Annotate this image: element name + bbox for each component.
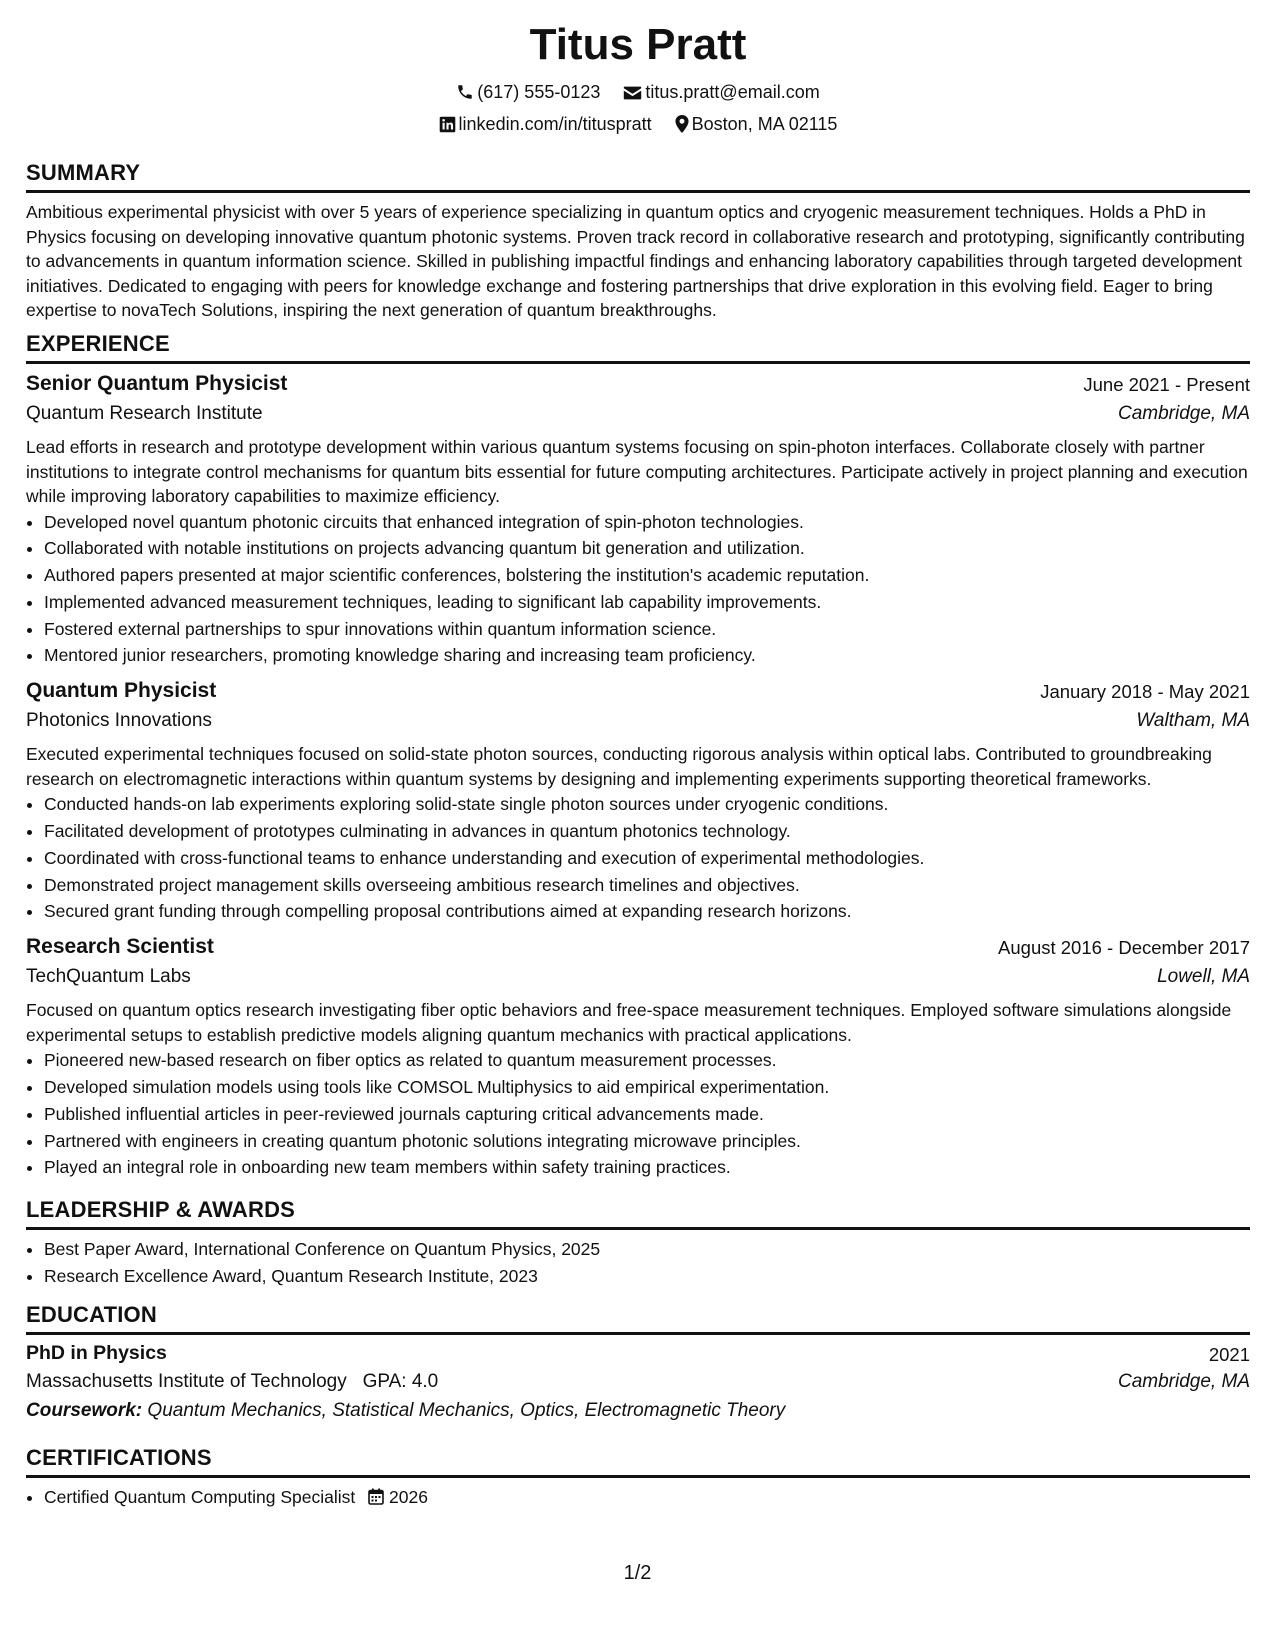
certification-date (368, 1487, 428, 1507)
job-location: Lowell, MA (1157, 966, 1250, 988)
list-item: • Best Paper Award, International Conference on Quantum Physics, 2025 (44, 1236, 1250, 1263)
job-dates: June 2021 - Present (1083, 374, 1250, 395)
summary-section (26, 160, 1250, 323)
contact-row-2 (26, 113, 1250, 135)
page-number: 1/2 (623, 1562, 652, 1584)
linkedin-contact[interactable] (439, 114, 652, 135)
job-subheader (26, 966, 1250, 998)
job-dates: August 2016 - December 2017 (998, 937, 1250, 959)
summary-text: Ambitious experimental physicist with over 5 years of experience specializing in quantum optics and cryogenic measurement techniques. Holds a PhD in Physics focusing on developing innovative quantum photonic systems. Proven track record in collaborative research and prototyping, significantly contributing to advancements in quantum information science. Skilled in publishing impactful findings and enhancing laboratory capabilities through targeted development initiatives. Dedicated to engaging with peers for knowledge exchange and fostering partnerships that drive exploration in this evolving field. Eager to bring expertise to novaTech Solutions, inspiring the next generation of quantum breakthroughs. (26, 202, 1245, 320)
envelope-icon (623, 85, 642, 101)
list-item: • Implemented advanced measurement techniques, leading to significant lab capability improvements. (44, 589, 1250, 616)
job-header (26, 679, 1250, 710)
phone-text: (617) 555-0123 (477, 81, 601, 102)
gpa: GPA: 4.0 (362, 1371, 439, 1392)
awards-list (26, 1236, 1250, 1290)
coursework-line (26, 1400, 1250, 1422)
certification-year: 2026 (389, 1487, 428, 1507)
map-pin-icon (675, 115, 689, 133)
linkedin-text[interactable]: linkedin.com/in/tituspratt (458, 113, 652, 134)
certification-name: Certified Quantum Computing Specialist (44, 1487, 356, 1507)
degree: PhD in Physics (26, 1342, 167, 1364)
job-company: Photonics Innovations (26, 710, 212, 732)
list-item: • Conducted hands-on lab experiments exploring solid-state single photon sources under cryogenic conditions. (44, 791, 1250, 818)
job-title: Senior Quantum Physicist (26, 372, 288, 395)
list-item: • Coordinated with cross-functional teams to enhance understanding and execution of experimental methodologies. (44, 845, 1250, 872)
school-line (26, 1371, 438, 1393)
job-location: Waltham, MA (1136, 710, 1250, 732)
experience-section (26, 331, 1250, 1181)
job-company: TechQuantum Labs (26, 966, 191, 988)
list-item: • Developed novel quantum photonic circuits that enhanced integration of spin-photon technologies. (44, 509, 1250, 536)
education-section (26, 1302, 1250, 1422)
job-entry (26, 372, 1250, 669)
location-contact (675, 114, 838, 135)
linkedin-icon (439, 116, 456, 133)
job-subheader (26, 710, 1250, 742)
email-text[interactable]: titus.pratt@email.com (645, 81, 820, 102)
list-item: • Mentored junior researchers, promoting knowledge sharing and increasing team proficiency. (44, 642, 1250, 669)
job-bullets (26, 791, 1250, 925)
summary-heading: SUMMARY (26, 160, 1250, 193)
list-item: • Demonstrated project management skills overseeing ambitious research timelines and objectives. (44, 872, 1250, 899)
list-item: • Authored papers presented at major scientific conferences, bolstering the institution's academic reputation. (44, 562, 1250, 589)
job-title: Quantum Physicist (26, 679, 217, 703)
list-item: • Partnered with engineers in creating quantum photonic solutions integrating microwave principles. (44, 1128, 1250, 1155)
school-location: Cambridge, MA (1118, 1371, 1250, 1392)
list-item: • Collaborated with notable institutions on projects advancing quantum bit generation and utilization. (44, 535, 1250, 562)
job-bullets (26, 509, 1250, 670)
list-item: • Published influential articles in peer-reviewed journals capturing critical advancements made. (44, 1101, 1250, 1128)
phone-icon (456, 83, 474, 101)
list-item: • Secured grant funding through compelling proposal contributions aimed at expanding research horizons. (44, 898, 1250, 925)
contact-row-1 (26, 81, 1250, 103)
job-description: Executed experimental techniques focused on solid-state photon sources, conducting rigorous analysis within optical labs. Contributed to groundbreaking research on electromagnetic interactions within quantum systems by designing and implementing experiments supporting theoretical frameworks. (26, 744, 1212, 789)
certifications-heading: CERTIFICATIONS (26, 1445, 1250, 1478)
education-heading: EDUCATION (26, 1302, 1250, 1335)
email-contact[interactable] (623, 82, 819, 103)
job-bullets (26, 1047, 1250, 1181)
coursework-text: Quantum Mechanics, Statistical Mechanics, Optics, Electromagnetic Theory (147, 1400, 786, 1421)
education-header (26, 1342, 1250, 1371)
job-header (26, 935, 1250, 966)
list-item: • Played an integral role in onboarding new team members within safety training practices. (44, 1154, 1250, 1181)
location-text: Boston, MA 02115 (691, 113, 838, 134)
job-entry (26, 679, 1250, 925)
candidate-name: Titus Pratt (529, 20, 747, 69)
phone-contact (456, 82, 600, 103)
job-dates: January 2018 - May 2021 (1040, 681, 1250, 703)
experience-heading: EXPERIENCE (26, 331, 1250, 364)
certifications-list (26, 1484, 1250, 1511)
job-header (26, 372, 1250, 403)
calendar-icon (368, 1488, 384, 1505)
education-subheader (26, 1371, 1250, 1400)
job-title: Research Scientist (26, 935, 214, 959)
job-description: Lead efforts in research and prototype development within various quantum systems focusing on spin-photon interfaces. Collaborate closely with partner institutions to integrate control mechanisms for quantum bits essential for future computing architectures. Participate actively in project planning and execution while improving laboratory capabilities to maximize efficiency. (26, 437, 1248, 506)
coursework-label: Coursework: (26, 1400, 143, 1421)
job-entry (26, 935, 1250, 1181)
graduation-year: 2021 (1208, 1344, 1250, 1365)
job-location: Cambridge, MA (1118, 403, 1250, 424)
school-name: Massachusetts Institute of Technology (26, 1371, 347, 1392)
list-item: • Pioneered new-based research on fiber optics as related to quantum measurement processes. (44, 1047, 1250, 1074)
list-item (44, 1484, 1250, 1511)
certifications-section (26, 1445, 1250, 1511)
job-subheader (26, 403, 1250, 435)
list-item: • Facilitated development of prototypes culminating in advances in quantum photonics technology. (44, 818, 1250, 845)
leadership-heading: LEADERSHIP & AWARDS (26, 1197, 1250, 1230)
list-item: • Developed simulation models using tools like COMSOL Multiphysics to aid empirical experimentation. (44, 1074, 1250, 1101)
job-description: Focused on quantum optics research investigating fiber optic behaviors and free-space measurement techniques. Employed software simulations alongside experimental setups to establish predictive models aligning quantum mechanics with practical applications. (26, 1000, 1232, 1045)
list-item: • Research Excellence Award, Quantum Research Institute, 2023 (44, 1263, 1250, 1290)
job-company: Quantum Research Institute (26, 403, 263, 424)
list-item: • Fostered external partnerships to spur innovations within quantum information science. (44, 616, 1250, 643)
leadership-section (26, 1197, 1250, 1290)
